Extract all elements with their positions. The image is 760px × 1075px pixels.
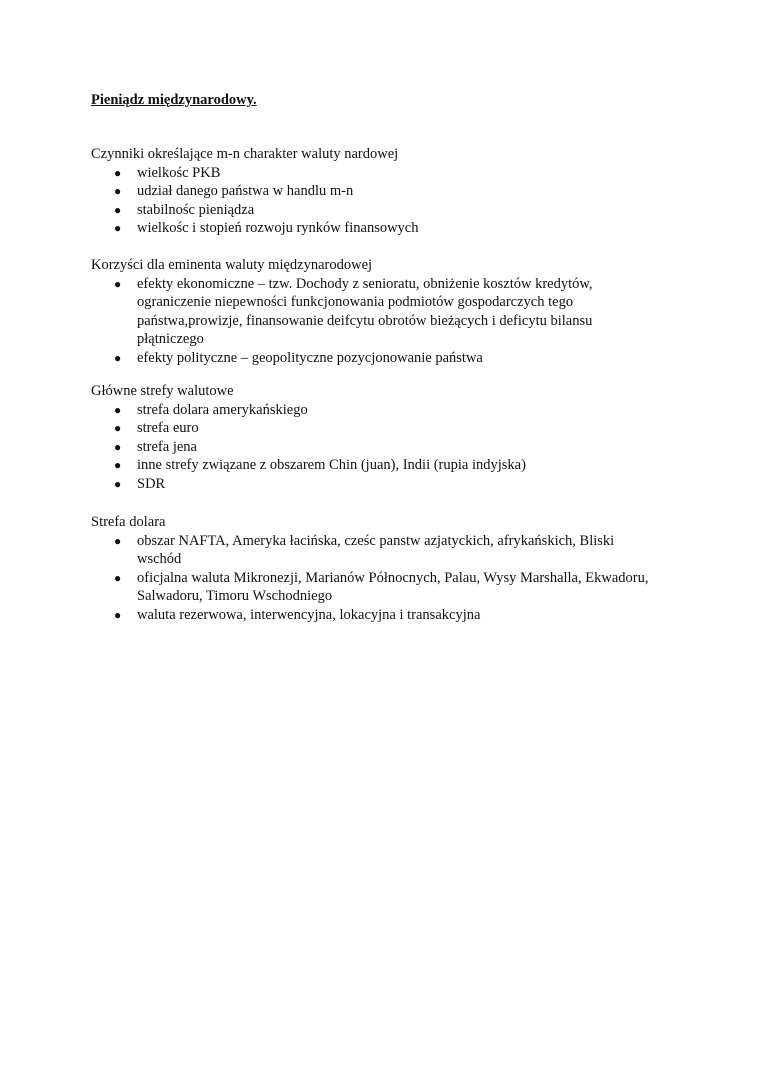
list-item <box>91 532 651 569</box>
list-item <box>91 401 651 420</box>
bullet-icon: ● <box>114 439 122 454</box>
bullet-icon: ● <box>114 202 122 217</box>
section-heading: Strefa dolara <box>91 514 166 530</box>
list-item-text: strefa euro <box>137 420 199 436</box>
list-item-text: obszar NAFTA, Ameryka łacińska, cześc panstw azjatyckich, afrykańskich, Bliski wschód <box>137 532 615 567</box>
bullet-icon: ● <box>114 221 122 235</box>
section-benefits <box>91 256 651 367</box>
section-dollar-zone <box>91 513 651 624</box>
list-item <box>91 606 651 625</box>
list-item <box>91 569 651 606</box>
list-item <box>91 438 651 457</box>
bullet-icon: ● <box>114 458 122 472</box>
list-item <box>91 275 651 349</box>
bullet-icon: ● <box>114 402 122 417</box>
list-item-text: wielkośc i stopień rozwoju rynków finansowych <box>137 220 419 236</box>
list-item <box>91 475 651 494</box>
bullet-icon: ● <box>114 476 122 491</box>
list-item <box>91 182 651 201</box>
bullet-icon: ● <box>114 607 122 622</box>
bullet-icon: ● <box>114 570 122 585</box>
list-item-text: inne strefy związane z obszarem Chin (juan), Indii (rupia indyjska) <box>137 457 526 473</box>
bullet-list <box>91 164 651 238</box>
list-item-text: SDR <box>137 475 166 492</box>
bullet-icon: ● <box>114 184 122 198</box>
list-item-text: stabilnośc pieniądza <box>137 201 255 218</box>
list-item-text: oficjalna waluta Mikronezji, Marianów Północnych, Palau, Wysy Marshalla, Ekwadoru, Salwadoru, Timoru Wschodniego <box>137 569 649 604</box>
list-item <box>91 219 651 238</box>
list-item <box>91 201 651 220</box>
list-item-text: waluta rezerwowa, interwencyjna, lokacyjna i transakcyjna <box>137 606 481 623</box>
bullet-list <box>91 275 651 368</box>
bullet-icon: ● <box>114 165 122 180</box>
list-item-text: strefa dolara amerykańskiego <box>137 401 308 418</box>
document-title: Pieniądz międzynarodowy. <box>91 92 257 108</box>
section-currency-zones <box>91 382 651 493</box>
bullet-icon: ● <box>114 276 122 291</box>
list-item <box>91 164 651 183</box>
list-item <box>91 419 651 438</box>
bullet-list <box>91 401 651 494</box>
bullet-icon: ● <box>114 350 122 365</box>
list-item <box>91 349 651 368</box>
section-currency-factors <box>91 145 651 238</box>
list-item-text: wielkośc PKB <box>137 164 221 181</box>
section-heading: Czynniki określające m-n charakter waluty nardowej <box>91 146 399 162</box>
list-item-text: efekty polityczne – geopolityczne pozycjonowanie państwa <box>137 349 483 366</box>
list-item-text: strefa jena <box>137 438 197 455</box>
section-heading: Główne strefy walutowe <box>91 383 234 399</box>
bullet-icon: ● <box>114 533 122 548</box>
bullet-icon: ● <box>114 421 122 435</box>
list-item-text: udział danego państwa w handlu m-n <box>137 183 354 199</box>
bullet-list <box>91 532 651 625</box>
list-item-text: efekty ekonomiczne – tzw. Dochody z senioratu, obniżenie kosztów kredytów, ograniczenie niepewności funkcjonowania podmiotów gospodarczych tego państwa,prowizje, finansowanie deifcytu obrotów bieżących i deficytu bilansu płątniczego <box>137 275 593 347</box>
section-heading: Korzyści dla eminenta waluty międzynarodowej <box>91 257 373 273</box>
list-item <box>91 456 651 475</box>
